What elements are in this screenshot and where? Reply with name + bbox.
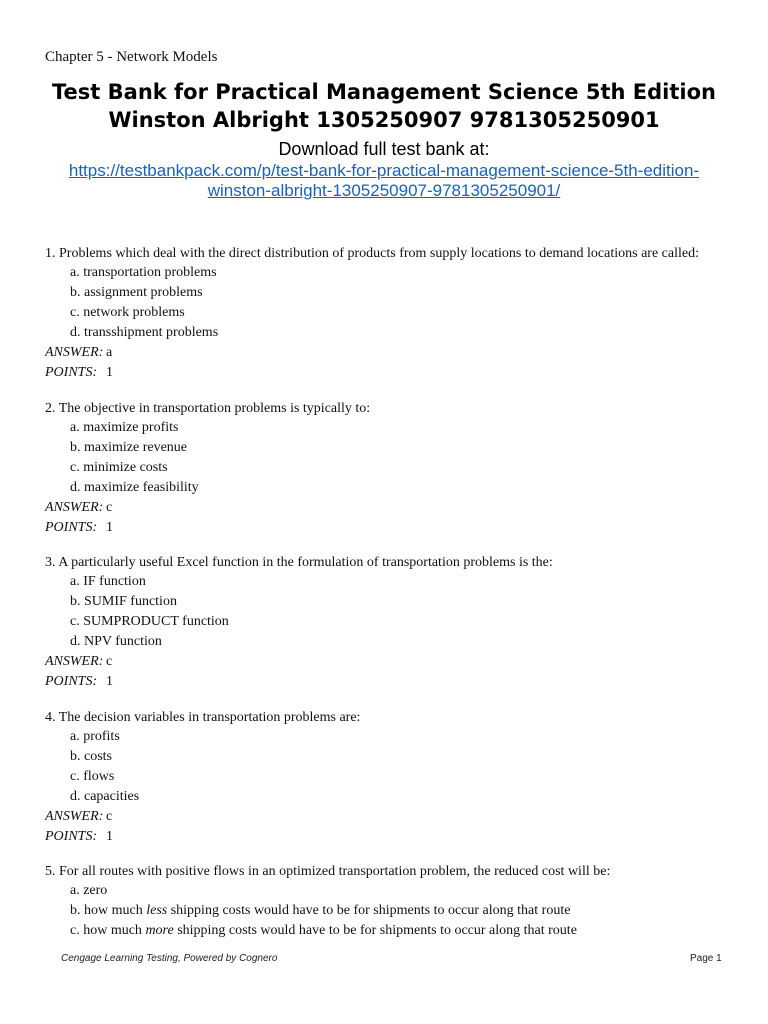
download-text: Download full test bank at: (278, 139, 490, 159)
option-d: d. NPV function (70, 634, 162, 649)
points-value: 1 (106, 829, 113, 844)
answer-row (45, 498, 745, 518)
points-row (45, 827, 745, 847)
points-label: POINTS: (45, 365, 98, 380)
option-b-emphasis: less (146, 903, 168, 918)
answer-value: c (106, 500, 113, 515)
option-b (70, 901, 745, 921)
title-line-2: Winston Albright 1305250907 9781305250901 (108, 108, 660, 132)
download-link[interactable] (40, 161, 728, 201)
option-a: a. profits (70, 729, 120, 744)
option-a: a. IF function (70, 574, 146, 589)
answer-value: c (106, 809, 113, 824)
option-a: a. transportation problems (70, 265, 217, 280)
download-link-line-1[interactable]: https://testbankpack.com/p/test-bank-for-practical-management-science-5th-edition- (68, 161, 700, 180)
option-c-suffix: shipping costs would have to be for shipments to occur along that route (173, 923, 577, 938)
question-3 (45, 554, 745, 692)
option-list (70, 881, 745, 941)
question-1 (45, 245, 745, 383)
answer-value: a (106, 345, 113, 360)
option-list (70, 263, 745, 343)
option-c (70, 921, 745, 941)
answer-row (45, 343, 745, 363)
footer-credit: Cengage Learning Testing, Powered by Cognero (61, 953, 278, 964)
option-b: b. SUMIF function (70, 594, 177, 609)
option-a: a. zero (70, 883, 108, 898)
option-b: b. assignment problems (70, 285, 203, 300)
answer-label: ANSWER: (45, 500, 104, 515)
answer-row (45, 807, 745, 827)
option-a: a. maximize profits (70, 420, 179, 435)
points-row (45, 518, 745, 538)
question-text: 1. Problems which deal with the direct distribution of products from supply locations to demand locations are called: (45, 246, 699, 261)
question-5 (45, 863, 745, 941)
option-b: b. costs (70, 749, 112, 764)
option-d: d. transshipment problems (70, 325, 219, 340)
option-b-suffix: shipping costs would have to be for shipments to occur along that route (167, 903, 571, 918)
points-value: 1 (106, 520, 113, 535)
points-row (45, 363, 745, 383)
option-c: c. SUMPRODUCT function (70, 614, 229, 629)
page-title (0, 78, 768, 134)
question-2 (45, 400, 745, 538)
option-list (70, 418, 745, 498)
option-list (70, 572, 745, 652)
option-d: d. capacities (70, 789, 140, 804)
page-number: Page 1 (690, 953, 722, 964)
points-label: POINTS: (45, 829, 98, 844)
answer-label: ANSWER: (45, 345, 104, 360)
option-c-prefix: c. how much (70, 923, 146, 938)
question-text: 2. The objective in transportation problems is typically to: (45, 401, 371, 416)
option-c-emphasis: more (145, 923, 174, 938)
points-label: POINTS: (45, 674, 98, 689)
chapter-heading: Chapter 5 - Network Models (45, 49, 218, 65)
option-list (70, 727, 745, 807)
title-line-1: Test Bank for Practical Management Science 5th Edition (52, 80, 716, 104)
download-link-line-2[interactable]: winston-albright-1305250907-9781305250901/ (207, 181, 561, 200)
question-text: 3. A particularly useful Excel function in the formulation of transportation problems is the: (45, 555, 553, 570)
option-b: b. maximize revenue (70, 440, 188, 455)
points-label: POINTS: (45, 520, 98, 535)
question-text: 4. The decision variables in transportation problems are: (45, 710, 361, 725)
option-c: c. network problems (70, 305, 185, 320)
answer-row (45, 652, 745, 672)
option-b-prefix: b. how much (70, 903, 147, 918)
answer-label: ANSWER: (45, 654, 104, 669)
answer-value: c (106, 654, 113, 669)
points-value: 1 (106, 674, 113, 689)
points-row (45, 672, 745, 692)
answer-label: ANSWER: (45, 809, 104, 824)
option-c: c. minimize costs (70, 460, 168, 475)
option-d: d. maximize feasibility (70, 480, 199, 495)
points-value: 1 (106, 365, 113, 380)
question-4 (45, 709, 745, 847)
question-text: 5. For all routes with positive flows in an optimized transportation problem, the reduced cost will be: (45, 864, 611, 879)
option-c: c. flows (70, 769, 115, 784)
